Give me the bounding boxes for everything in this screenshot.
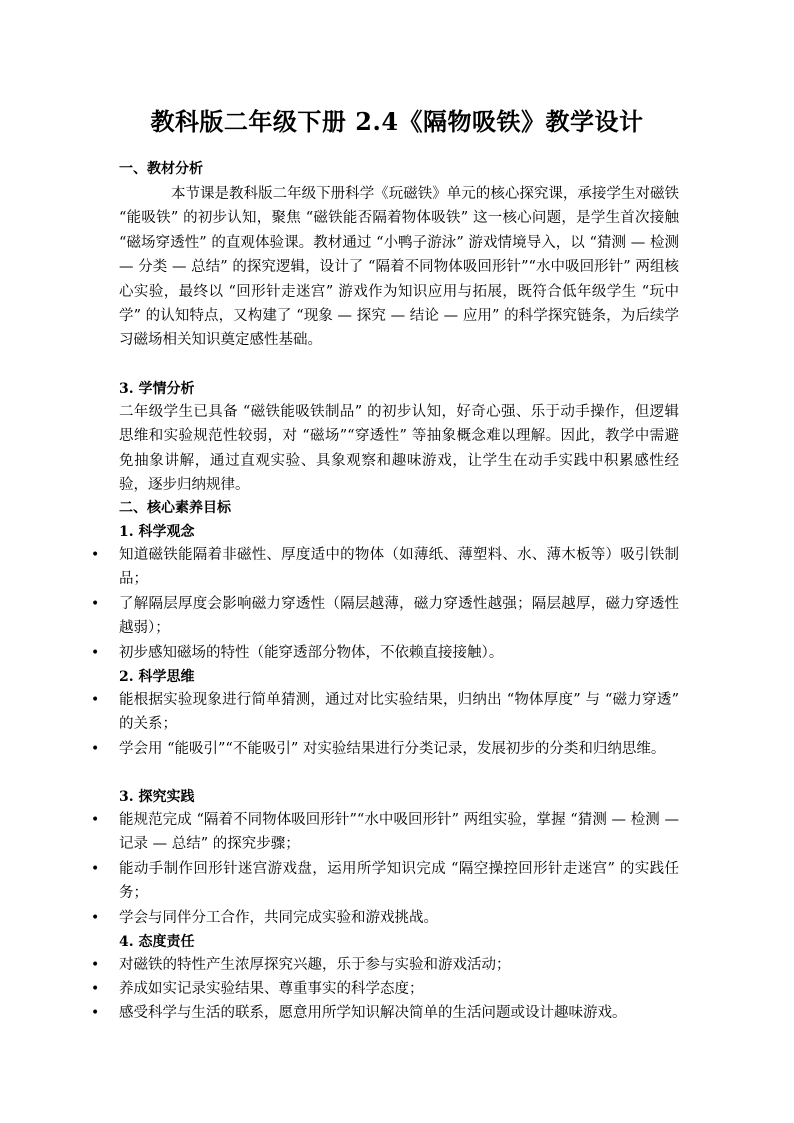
list-item-text: 能规范完成 “隔着不同物体吸回形针”“水中吸回形针” 两组实验，掌握 “猜测 — 检测 — 记录 — 总结” 的探究步骤； <box>119 812 679 853</box>
bullet-icon: • <box>91 981 100 997</box>
subheading-science-thinking: 2. 科学思维 <box>119 669 195 685</box>
textbook-analysis-paragraph: 本节课是教科版二年级下册科学《玩磁铁》单元的核心探究课，承接学生对磁铁 “能吸铁” 的初步认知，聚焦 “磁铁能否隔着物体吸铁” 这一核心问题，是学生首次接触 “磁场穿透性” 的直观体验课。教材通过 “小鸭子游泳” 游戏情境导入，以 “猜测 — 检测 — 分类 — 总结” 的探究逻辑，设计了 “隔着不同物体吸回形针”“水中吸回形针” 两组核心实验，最终以 “回形针走迷宫” 游戏作为知识应用与拓展，既符合低年级学生 “玩中学” 的认知特点，又构建了 “现象 — 探究 — 结论 — 应用” 的科学探究链条，为后续学习磁场相关知识奠定感性基础。 <box>119 186 679 349</box>
section-heading-learner-analysis: 3. 学情分析 <box>119 381 195 397</box>
list-item <box>91 543 679 592</box>
list-item-text: 学会与同伴分工合作，共同完成实验和游戏挑战。 <box>119 910 438 926</box>
subheading-inquiry-practice: 3. 探究实践 <box>119 789 195 805</box>
bullet-icon: • <box>91 741 100 757</box>
list-item-text: 养成如实记录实验结果、尊重事实的科学态度； <box>119 981 424 997</box>
list-item-text: 学会用 “能吸引”“不能吸引” 对实验结果进行分类记录，发展初步的分类和归纳思维。 <box>119 741 666 757</box>
bullet-icon: • <box>91 692 100 708</box>
list-item <box>91 1001 679 1025</box>
learner-analysis-paragraph: 二年级学生已具备 “磁铁能吸铁制品” 的初步认知，好奇心强、乐于动手操作，但逻辑思维和实验规范性较弱，对 “磁场”“穿透性” 等抽象概念难以理解。因此，教学中需避免抽象讲解，通过直观实验、具象观察和趣味游戏，让学生在动手实践中积累感性经验，逐步归纳规律。 <box>119 404 679 494</box>
list-item <box>91 592 679 641</box>
list-item <box>91 906 679 930</box>
section-heading-core-goals: 二、核心素养目标 <box>119 500 231 516</box>
list-item-text: 感受科学与生活的联系，愿意用所学知识解决简单的生活问题或设计趣味游戏。 <box>119 1005 627 1021</box>
bullet-icon: • <box>91 957 100 973</box>
list-item-text: 能根据实验现象进行简单猜测，通过对比实验结果，归纳出 “物体厚度” 与 “磁力穿透” 的关系； <box>119 692 679 733</box>
list-item <box>91 737 679 761</box>
bullet-icon: • <box>91 910 100 926</box>
bullet-icon: • <box>91 547 100 563</box>
document-title: 教科版二年级下册 2.4《隔物吸铁》教学设计 <box>150 107 644 136</box>
list-item-text: 初步感知磁场的特性（能穿透部分物体，不依赖直接接触）。 <box>119 645 504 661</box>
list-item-text: 了解隔层厚度会影响磁力穿透性（隔层越薄，磁力穿透性越强；隔层越厚，磁力穿透性越弱）； <box>119 596 679 637</box>
bullet-icon: • <box>91 861 100 877</box>
list-item <box>91 953 679 977</box>
list-item <box>91 808 679 857</box>
section-heading-textbook-analysis: 一、教材分析 <box>119 161 203 177</box>
bullet-icon: • <box>91 812 100 828</box>
list-item-text: 知道磁铁能隔着非磁性、厚度适中的物体（如薄纸、薄塑料、水、薄木板等）吸引铁制品； <box>119 547 679 588</box>
list-item-text: 对磁铁的特性产生浓厚探究兴趣，乐于参与实验和游戏活动； <box>119 957 511 973</box>
list-item <box>91 977 679 1001</box>
list-item-text: 能动手制作回形针迷宫游戏盘，运用所学知识完成 “隔空操控回形针走迷宫” 的实践任务； <box>119 861 679 902</box>
bullet-icon: • <box>91 596 100 612</box>
bullet-icon: • <box>91 645 100 661</box>
bullet-icon: • <box>91 1005 100 1021</box>
subheading-attitude-responsibility: 4. 态度责任 <box>119 934 195 950</box>
list-item <box>91 641 679 665</box>
list-item <box>91 857 679 906</box>
list-item <box>91 688 679 737</box>
subheading-science-concepts: 1. 科学观念 <box>119 524 195 540</box>
